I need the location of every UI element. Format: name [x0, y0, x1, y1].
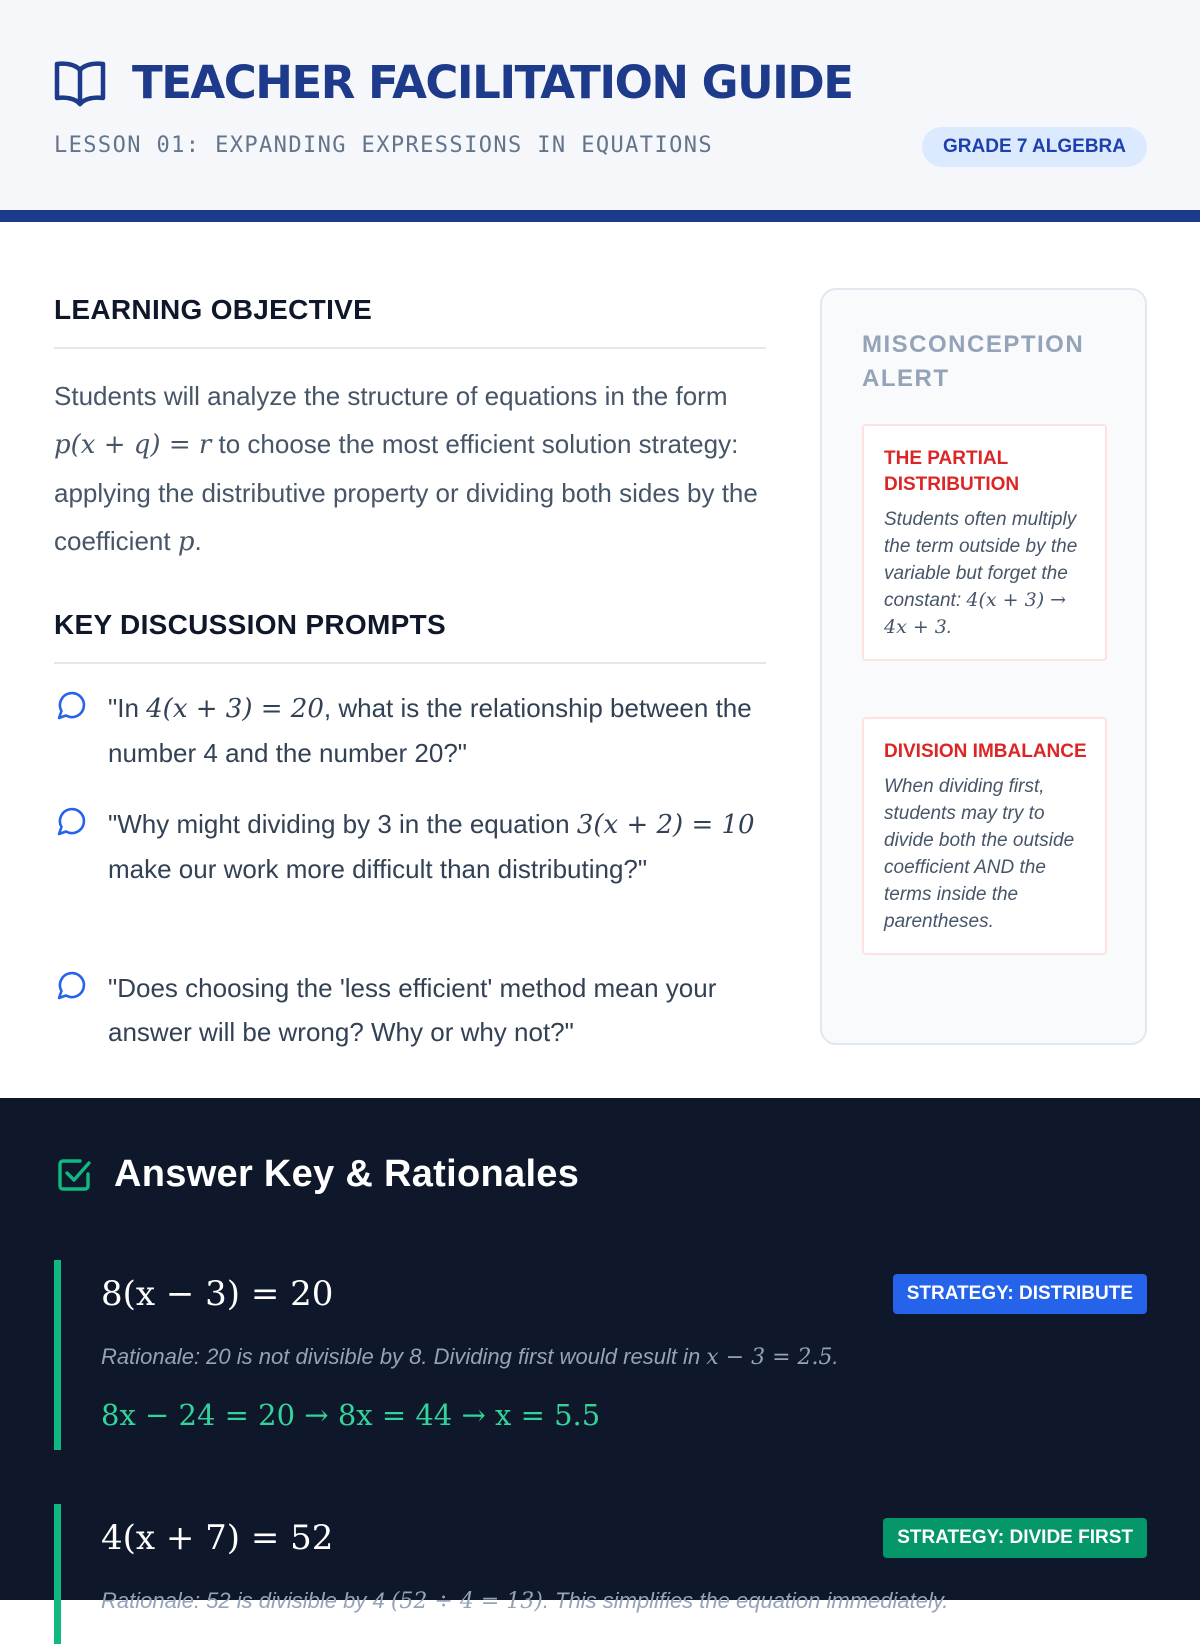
- prompt-math: 4(x + 3) = 20: [146, 694, 324, 724]
- grade-badge: GRADE 7 ALGEBRA: [922, 127, 1147, 167]
- answer-key-title: Answer Key & Rationales: [114, 1153, 580, 1195]
- answer-equation: 4(x + 7) = 52: [101, 1518, 334, 1558]
- objective-divider: [54, 347, 766, 349]
- chat-bubble-icon: [54, 806, 86, 838]
- rationale-text: .: [832, 1344, 839, 1369]
- misconception-card-title: DIVISION IMBALANCE: [884, 741, 1087, 762]
- misconception-math: 4(x + 3) → 4x + 3: [884, 589, 1067, 638]
- discussion-prompt: [54, 802, 766, 891]
- misconception-card: [862, 424, 1107, 661]
- answer-item: [54, 1504, 1147, 1644]
- answer-solution: 8x − 24 = 20 → 8x = 44 → x = 5.5: [101, 1398, 601, 1432]
- misconception-text: .: [946, 617, 953, 638]
- rationale-text: Rationale: 20 is not divisible by 8. Dividing first would result in: [101, 1344, 707, 1369]
- answer-rationale: [101, 1588, 948, 1614]
- strategy-badge: STRATEGY: DISTRIBUTE: [893, 1274, 1147, 1314]
- chat-bubble-icon: [54, 690, 86, 722]
- misconception-text: Students often multiply the term outside by the variable but forget the constant:: [884, 509, 1078, 611]
- strategy-badge: STRATEGY: DIVIDE FIRST: [883, 1518, 1147, 1558]
- discussion-prompt: [54, 686, 766, 775]
- misconception-card-body: When dividing first, students may try to divide both the outside coefficient AND the terms inside the parentheses.: [884, 776, 1075, 932]
- rationale-math: x − 3 = 2.5: [706, 1345, 833, 1370]
- objective-text-part: .: [194, 526, 202, 556]
- answer-equation: 8(x − 3) = 20: [101, 1274, 334, 1314]
- objective-text-part: to choose the most efficient solution strategy: applying the distributive property or dividing both sides by the coefficient: [54, 429, 758, 556]
- objective-text-part: Students will analyze the structure of equations in the form: [54, 381, 728, 411]
- prompt-text: "In: [108, 693, 147, 723]
- prompts-heading: KEY DISCUSSION PROMPTS: [54, 609, 446, 640]
- book-open-icon: [54, 58, 106, 108]
- answer-key-section: [0, 1098, 1200, 1614]
- prompt-math: 3(x + 2) = 10: [576, 810, 755, 840]
- misconception-card-title: THE PARTIAL DISTRIBUTION: [884, 448, 1020, 495]
- prompt-text: , what is the relationship between the number 4 and the number 20?": [108, 693, 752, 768]
- header: [0, 0, 1200, 222]
- misconception-panel: [820, 288, 1147, 1045]
- objective-text: [54, 372, 766, 566]
- objective-math-form: p(x + q) = r: [54, 430, 212, 460]
- page-title: TEACHER FACILITATION GUIDE: [132, 56, 853, 109]
- answer-key-header: [56, 1153, 579, 1196]
- misconception-card: [862, 717, 1107, 955]
- misconception-card-body: [884, 506, 1087, 641]
- rationale-text: Rationale: 52 is divisible by 4: [101, 1588, 391, 1613]
- misconception-title: MISCONCEPTION ALERT: [862, 331, 1085, 392]
- answer-rationale: [101, 1344, 839, 1370]
- answer-item: [54, 1260, 1147, 1450]
- title-row: [54, 58, 852, 108]
- discussion-prompt: [54, 966, 766, 1054]
- rationale-text: . This simplifies the equation immediately.: [542, 1588, 949, 1613]
- prompt-text: make our work more difficult than distributing?": [108, 854, 648, 884]
- prompt-text: "Why might dividing by 3 in the equation: [108, 809, 577, 839]
- objective-heading: LEARNING OBJECTIVE: [54, 294, 373, 325]
- rationale-math: (52 ÷ 4 = 13): [390, 1589, 543, 1614]
- checkbox-icon: [56, 1157, 92, 1193]
- prompt-text: "Does choosing the 'less efficient' method mean your answer will be wrong? Why or why not?": [108, 973, 717, 1047]
- chat-bubble-icon: [54, 970, 86, 1002]
- prompts-divider: [54, 662, 766, 664]
- lesson-subtitle: LESSON 01: EXPANDING EXPRESSIONS IN EQUATIONS: [54, 133, 714, 158]
- objective-math-coefficient: p: [177, 527, 195, 557]
